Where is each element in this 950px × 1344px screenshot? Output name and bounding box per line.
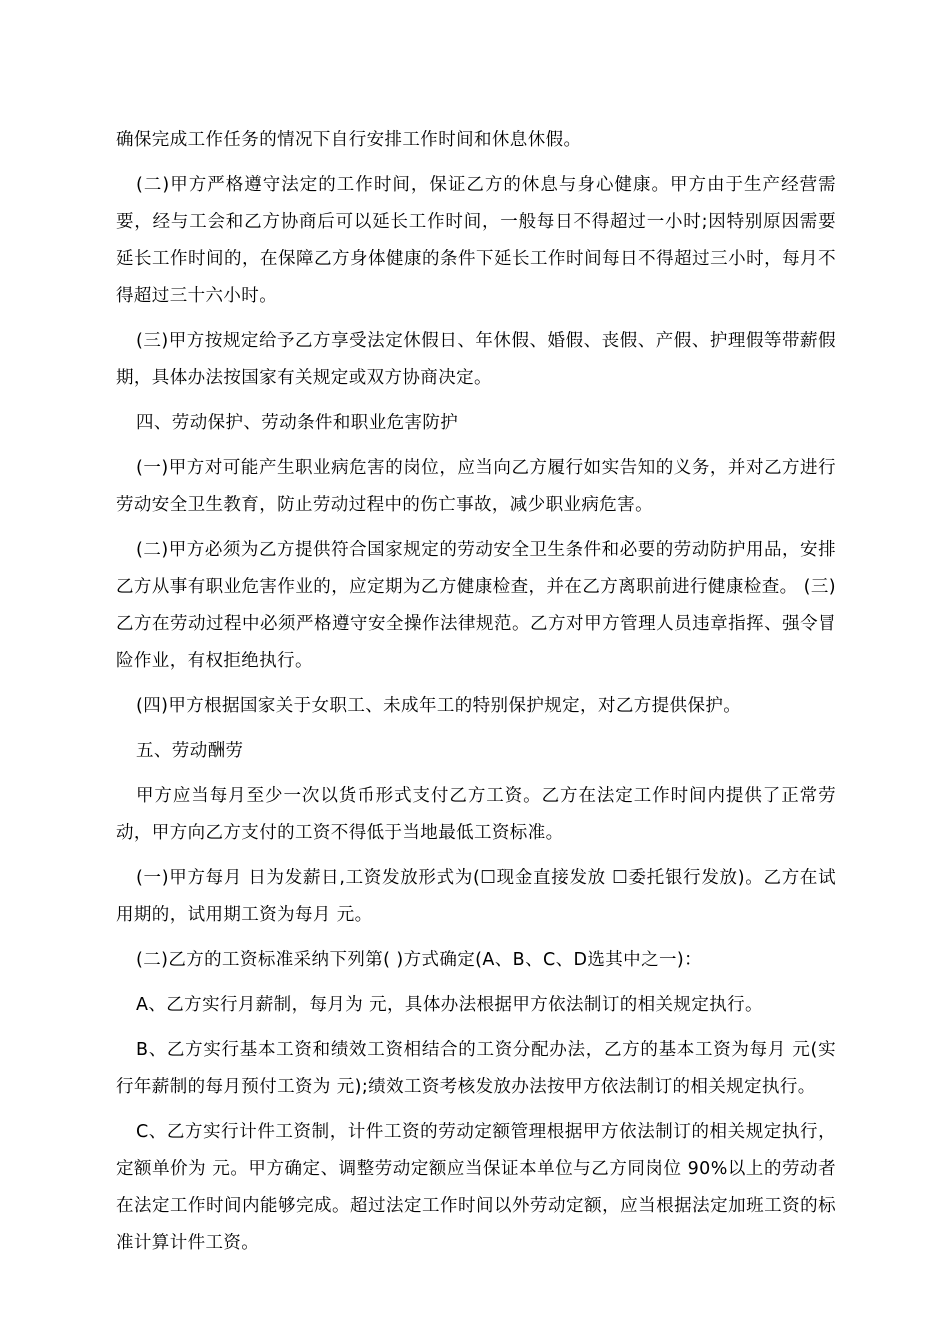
paragraph-paid-leave: (三)甲方按规定给予乙方享受法定休假日、年休假、婚假、丧假、产假、护理假等带薪假期，具体办法按国家有关规定或双方协商决定。 — [116, 331, 836, 388]
paragraph-occupational-hazard-notice: (一)甲方对可能产生职业病危害的岗位，应当向乙方履行如实告知的义务，并对乙方进行劳动安全卫生教育，防止劳动过程中的伤亡事故，减少职业病危害。 — [116, 458, 836, 515]
paragraph-wage-standard-options: (二)乙方的工资标准采纳下列第( )方式确定(A、B、C、D选其中之一)： — [136, 950, 702, 970]
paragraph-legal-working-hours: (二)甲方严格遵守法定的工作时间，保证乙方的休息与身心健康。甲方由于生产经营需要，经与工会和乙方协商后可以延长工作时间，一般每日不得超过一小时;因特别原因需要延长工作时间的，在保障乙方身体健康的条件下延长工作时间每日不得超过三小时，每月不得超过三十六小时。 — [116, 175, 836, 306]
paragraph-option-a-monthly-salary: A、乙方实行月薪制，每月为 元，具体办法根据甲方依法制订的相关规定执行。 — [136, 995, 763, 1015]
paragraph-option-c-piece-rate: C、乙方实行计件工资制，计件工资的劳动定额管理根据甲方依法制订的相关规定执行，定额单价为 元。甲方确定、调整劳动定额应当保证本单位与乙方同岗位 90%以上的劳动者在法定工作时间内能够完成。超过法定工作时间以外劳动定额，应当根据法定加班工资的标准计算计件工资。 — [116, 1122, 836, 1253]
paragraph-wage-payment: 甲方应当每月至少一次以货币形式支付乙方工资。乙方在法定工作时间内提供了正常劳动，甲方向乙方支付的工资不得低于当地最低工资标准。 — [116, 786, 836, 843]
section-heading-labor-protection: 四、劳动保护、劳动条件和职业危害防护 — [136, 413, 459, 433]
paragraph-work-time-continuation: 确保完成工作任务的情况下自行安排工作时间和休息休假。 — [116, 130, 582, 150]
paragraph-payday-and-method: (一)甲方每月 日为发薪日,工资发放形式为(☐现金直接发放 ☐委托银行发放)。乙方在试用期的，试用期工资为每月 元。 — [116, 868, 836, 925]
section-heading-remuneration: 五、劳动酬劳 — [136, 741, 244, 761]
paragraph-special-protection: (四)甲方根据国家关于女职工、未成年工的特别保护规定，对乙方提供保护。 — [136, 696, 742, 716]
paragraph-option-b-base-performance: B、乙方实行基本工资和绩效工资相结合的工资分配办法，乙方的基本工资为每月 元(实行年薪制的每月预付工资为 元);绩效工资考核发放办法按甲方依法制订的相关规定执行。 — [116, 1040, 836, 1097]
paragraph-safety-conditions: (二)甲方必须为乙方提供符合国家规定的劳动安全卫生条件和必要的劳动防护用品，安排乙方从事有职业危害作业的，应定期为乙方健康检查，并在乙方离职前进行健康检查。 (三)乙方在劳动过程中必须严格遵守安全操作法律规范。乙方对甲方管理人员违章指挥、强令冒险作业，有权拒绝执行。 — [116, 540, 836, 671]
document-body — [116, 122, 836, 1270]
